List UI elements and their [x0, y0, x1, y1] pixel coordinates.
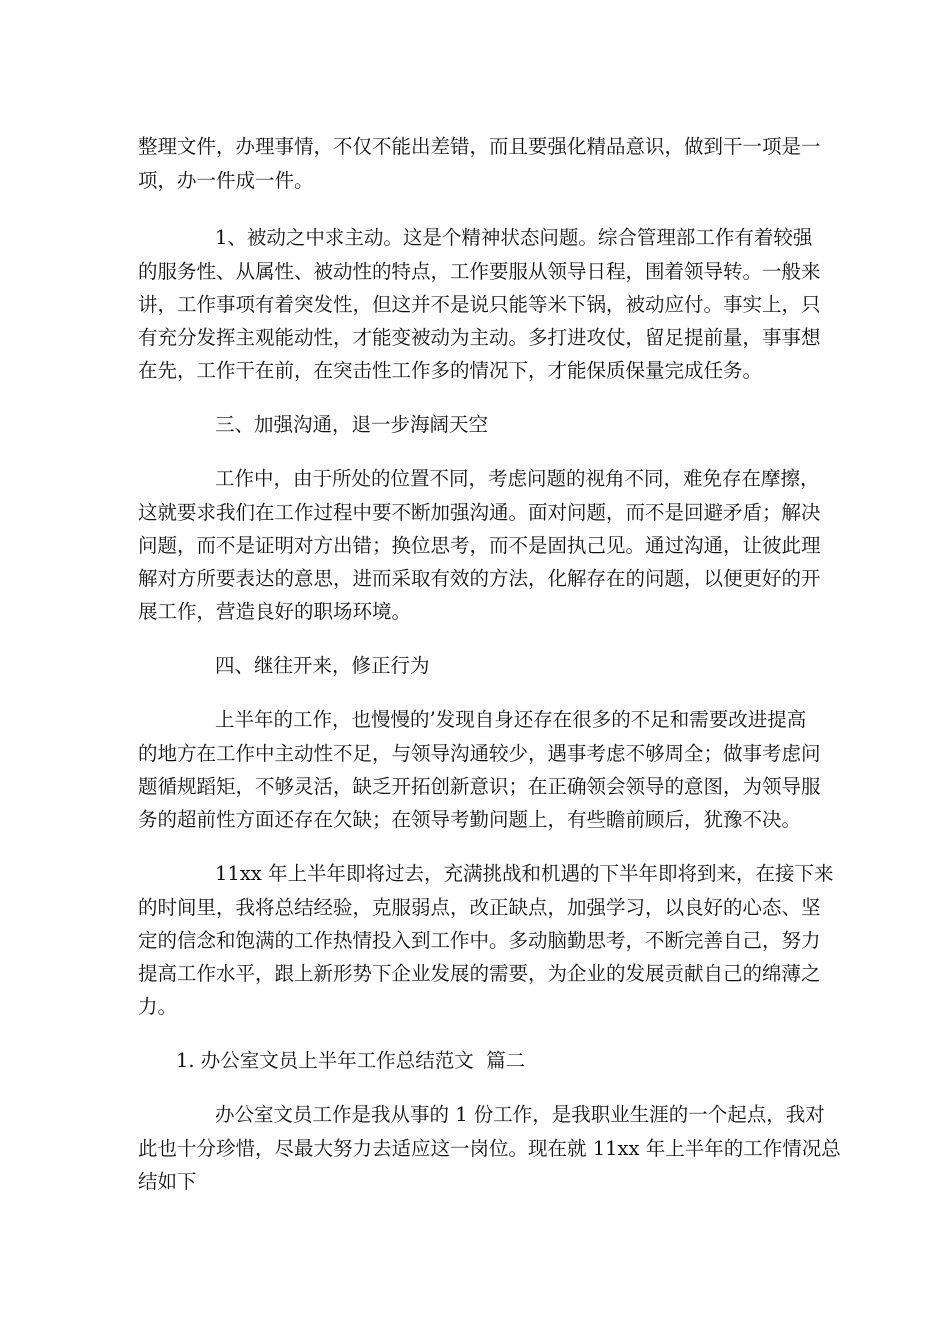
paragraph-line: 解对方所要表达的意思，进而采取有效的方法，化解存在的问题，以便更好的开: [138, 567, 821, 590]
paragraph-line: 问题，而不是证明对方出错；换位思考，而不是固执己见。通过沟通，让彼此理: [138, 534, 821, 557]
paragraph-line: 的地方在工作中主动性不足，与领导沟通较少，遇事考虑不够周全；做事考虑问: [138, 742, 821, 765]
paragraph-line: 11xx 年上半年即将过去，充满挑战和机遇的下半年即将到来，在接下来: [215, 862, 834, 885]
paragraph-line: 展工作，营造良好的职场环境。: [138, 600, 412, 623]
paragraph-line: 在先，工作干在前，在突击性工作多的情况下，才能保质保量完成任务。: [138, 359, 763, 382]
paragraph-line: 的时间里，我将总结经验，克服弱点，改正缺点，加强学习，以良好的心态、坚: [138, 896, 821, 919]
paragraph-line: 有充分发挥主观能动性，才能变被动为主动。多打进攻仗，留足提前量，事事想: [138, 326, 821, 349]
paragraph-line: 整理文件，办理事情，不仅不能出差错，而且要强化精品意识，做到干一项是一: [138, 135, 821, 158]
paragraph-line: 工作中，由于所处的位置不同，考虑问题的视角不同，难免存在摩擦，: [215, 467, 820, 490]
paragraph-line: 办公室文员工作是我从事的 1 份工作，是我职业生涯的一个起点，我对: [215, 1103, 825, 1126]
paragraph-line: 讲，工作事项有着突发性，但这并不是说只能等米下锅，被动应付。事实上，只: [138, 293, 821, 316]
paragraph-line: 项，办一件成一件。: [138, 169, 314, 192]
section-heading: 三、加强沟通，退一步海阔天空: [215, 413, 489, 436]
paragraph-line: 定的信念和饱满的工作热情投入到工作中。多动脑勤思考，不断完善自己，努力: [138, 929, 821, 952]
paragraph-line: 的服务性、从属性、被动性的特点，工作要服从领导日程，围着领导转。一般来: [138, 260, 821, 283]
section-heading: 四、继往开来，修正行为: [215, 654, 430, 677]
paragraph-line: 提高工作水平，跟上新形势下企业发展的需要，为企业的发展贡献自己的绵薄之: [138, 962, 821, 985]
paragraph-line: 力。: [138, 995, 178, 1018]
paragraph-line: 上半年的工作，也慢慢的’发现自身还存在很多的不足和需要改进提高: [215, 708, 807, 731]
paragraph-line: 题循规蹈矩，不够灵活，缺乏开拓创新意识；在正确领会领导的意图，为领导服: [138, 775, 821, 798]
paragraph-line: 务的超前性方面还存在欠缺；在领导考勤问题上，有些瞻前顾后，犹豫不决。: [138, 808, 802, 831]
paragraph-line: 这就要求我们在工作过程中要不断加强沟通。面对问题，而不是回避矛盾；解决: [138, 501, 821, 524]
section-title: 1. 办公室文员上半年工作总结范文 篇二: [176, 1049, 526, 1072]
paragraph-line: 结如下: [138, 1170, 197, 1193]
paragraph-line: 1、被动之中求主动。这是个精神状态问题。综合管理部工作有着较强: [215, 226, 813, 249]
paragraph-line: 此也十分珍惜，尽最大努力去适应这一岗位。现在就 11xx 年上半年的工作情况总: [138, 1137, 841, 1160]
